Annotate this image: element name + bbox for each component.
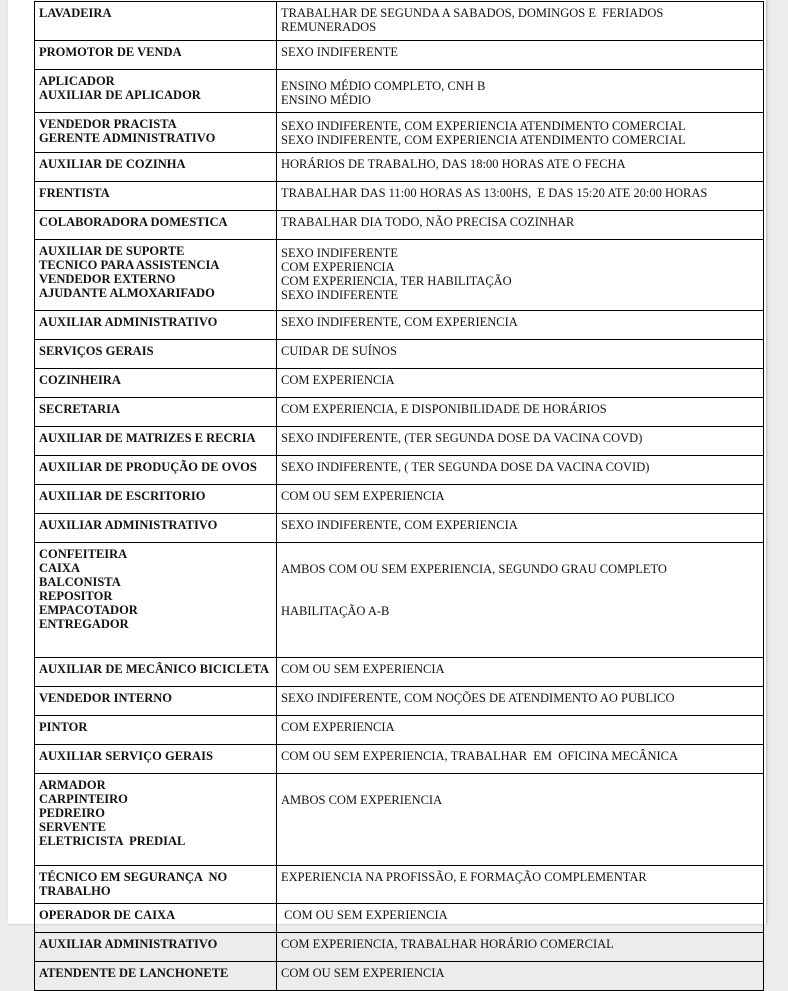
job-title-cell [35, 153, 277, 182]
requirements-cell [277, 2, 764, 41]
job-title-cell [35, 658, 277, 687]
table-row [35, 240, 764, 311]
job-title-cell [35, 211, 277, 240]
job-title: CONFEITEIRA [39, 547, 128, 561]
table-row [35, 211, 764, 240]
job-title: VENDEDOR INTERNO [39, 691, 173, 705]
job-title: ARMADOR [39, 778, 106, 792]
requirement-text: SEXO INDIFERENTE, COM EXPERIENCIA ATENDIMENTO COMERCIAL [281, 119, 686, 133]
job-title: AUXILIAR ADMINISTRATIVO [39, 937, 218, 951]
table-row [35, 153, 764, 182]
job-title-cell [35, 2, 277, 41]
requirement-text [281, 576, 759, 590]
requirement-text: CUIDAR DE SUÍNOS [281, 344, 397, 358]
table-row [35, 70, 764, 113]
table-row [35, 904, 764, 933]
requirements-cell [277, 240, 764, 311]
job-title: COZINHEIRA [39, 373, 121, 387]
document-page [8, 0, 766, 980]
table-row [35, 340, 764, 369]
requirement-text: SEXO INDIFERENTE [281, 45, 399, 59]
requirements-cell [277, 774, 764, 866]
requirements-cell [277, 153, 764, 182]
job-title-cell [35, 904, 277, 933]
job-title-cell [35, 427, 277, 456]
table-row [35, 369, 764, 398]
requirement-text: COM OU SEM EXPERIENCIA [281, 662, 445, 676]
requirement-text: SEXO INDIFERENTE, ( TER SEGUNDA DOSE DA VACINA COVID) [281, 460, 650, 474]
requirement-text: COM EXPERIENCIA [281, 720, 395, 734]
job-title: AUXILIAR SERVIÇO GERAIS [39, 749, 213, 763]
table-row [35, 485, 764, 514]
requirement-text: SEXO INDIFERENTE, COM EXPERIENCIA ATENDIMENTO COMERCIAL [281, 133, 686, 147]
job-title-cell [35, 716, 277, 745]
job-title: FRENTISTA [39, 186, 110, 200]
requirement-text: TRABALHAR DAS 11:00 HORAS AS 13:00HS, E DAS 15:20 ATE 20:00 HORAS [281, 186, 708, 200]
requirement-text: HABILITAÇÃO A-B [281, 604, 390, 618]
requirement-text: SEXO INDIFERENTE, (TER SEGUNDA DOSE DA VACINA COVD) [281, 431, 643, 445]
requirements-cell [277, 962, 764, 991]
table-row [35, 456, 764, 485]
requirement-text: COM OU SEM EXPERIENCIA [281, 966, 445, 980]
table-row [35, 716, 764, 745]
requirement-text: SEXO INDIFERENTE, COM EXPERIENCIA [281, 315, 518, 329]
requirements-cell [277, 113, 764, 153]
table-row [35, 774, 764, 866]
job-vacancies-table [34, 1, 764, 991]
requirement-text: COM EXPERIENCIA, E DISPONIBILIDADE DE HORÁRIOS [281, 402, 607, 416]
table-row [35, 962, 764, 991]
job-title-cell [35, 485, 277, 514]
requirement-text: REMUNERADOS [281, 20, 377, 34]
requirement-text [281, 590, 759, 604]
job-title-cell [35, 774, 277, 866]
requirement-text: COM EXPERIENCIA [281, 260, 395, 274]
requirement-text: ENSINO MÉDIO [281, 93, 371, 107]
requirements-cell [277, 716, 764, 745]
table-row [35, 311, 764, 340]
table-row [35, 687, 764, 716]
job-title: COLABORADORA DOMESTICA [39, 215, 228, 229]
job-title: ENTREGADOR [39, 617, 129, 631]
job-title: TRABALHO [39, 884, 111, 898]
requirements-cell [277, 340, 764, 369]
table-row [35, 658, 764, 687]
job-title: OPERADOR DE CAIXA [39, 908, 176, 922]
requirement-text: SEXO INDIFERENTE [281, 288, 399, 302]
job-title: AUXILIAR DE ESCRITORIO [39, 489, 206, 503]
job-title: AUXILIAR DE MATRIZES E RECRIA [39, 431, 256, 445]
requirements-cell [277, 211, 764, 240]
job-title: AUXILIAR DE COZINHA [39, 157, 186, 171]
requirement-text: AMBOS COM OU SEM EXPERIENCIA, SEGUNDO GRAU COMPLETO [281, 562, 667, 576]
job-title-cell [35, 933, 277, 962]
job-title-cell [35, 311, 277, 340]
job-title-cell [35, 866, 277, 904]
table-row [35, 398, 764, 427]
table-row [35, 866, 764, 904]
requirements-cell [277, 904, 764, 933]
job-title: AUXILIAR DE SUPORTE [39, 244, 185, 258]
job-title-cell [35, 962, 277, 991]
requirements-cell [277, 543, 764, 658]
requirements-cell [277, 427, 764, 456]
job-title-cell [35, 182, 277, 211]
table-row [35, 113, 764, 153]
job-title-cell [35, 70, 277, 113]
job-title: SECRETARIA [39, 402, 121, 416]
requirement-text: SEXO INDIFERENTE [281, 246, 399, 260]
job-title: GERENTE ADMINISTRATIVO [39, 131, 216, 145]
requirements-cell [277, 866, 764, 904]
job-title-cell [35, 41, 277, 70]
job-title: PEDREIRO [39, 806, 105, 820]
requirements-cell [277, 658, 764, 687]
job-title: SERVIÇOS GERAIS [39, 344, 154, 358]
requirement-text: TRABALHAR DIA TODO, NÃO PRECISA COZINHAR [281, 215, 575, 229]
job-title: PINTOR [39, 720, 88, 734]
job-title: AUXILIAR DE APLICADOR [39, 88, 201, 102]
job-title-cell [35, 543, 277, 658]
job-title-cell [35, 514, 277, 543]
job-title-cell [35, 369, 277, 398]
job-title-cell [35, 240, 277, 311]
job-title-cell [35, 398, 277, 427]
requirements-cell [277, 70, 764, 113]
job-title-cell [35, 340, 277, 369]
requirement-text: HORÁRIOS DE TRABALHO, DAS 18:00 HORAS ATE O FECHA [281, 157, 626, 171]
job-title: LAVADEIRA [39, 6, 112, 20]
requirements-cell [277, 398, 764, 427]
job-title-cell [35, 456, 277, 485]
job-title: APLICADOR [39, 74, 115, 88]
table-row [35, 2, 764, 41]
requirements-cell [277, 485, 764, 514]
requirement-text: COM EXPERIENCIA, TER HABILITAÇÃO [281, 274, 512, 288]
job-title-cell [35, 745, 277, 774]
job-title: PROMOTOR DE VENDA [39, 45, 182, 59]
table-row [35, 543, 764, 658]
requirement-text: COM OU SEM EXPERIENCIA [281, 908, 448, 922]
table-row [35, 427, 764, 456]
table-row [35, 514, 764, 543]
job-title: REPOSITOR [39, 589, 113, 603]
job-title: ELETRICISTA PREDIAL [39, 834, 186, 848]
requirements-cell [277, 369, 764, 398]
requirements-cell [277, 514, 764, 543]
table-row [35, 41, 764, 70]
requirements-cell [277, 745, 764, 774]
job-title: VENDEDOR EXTERNO [39, 272, 176, 286]
requirement-text: COM EXPERIENCIA [281, 373, 395, 387]
requirements-cell [277, 311, 764, 340]
requirements-cell [277, 933, 764, 962]
job-title: AUXILIAR DE MECÂNICO BICICLETA [39, 662, 270, 676]
job-title: AUXILIAR DE PRODUÇÃO DE OVOS [39, 460, 257, 474]
job-title: VENDEDOR PRACISTA [39, 117, 177, 131]
job-title-cell [35, 687, 277, 716]
requirement-text: EXPERIENCIA NA PROFISSÃO, E FORMAÇÃO COMPLEMENTAR [281, 870, 647, 884]
job-title: AUXILIAR ADMINISTRATIVO [39, 518, 218, 532]
requirement-text: ENSINO MÉDIO COMPLETO, CNH B [281, 79, 486, 93]
job-title: SERVENTE [39, 820, 106, 834]
job-title: ATENDENTE DE LANCHONETE [39, 966, 229, 980]
requirement-text: TRABALHAR DE SEGUNDA A SABADOS, DOMINGOS E FERIADOS [281, 6, 664, 20]
requirement-text: SEXO INDIFERENTE, COM NOÇÕES DE ATENDIMENTO AO PUBLICO [281, 691, 675, 705]
job-title: TECNICO PARA ASSISTENCIA [39, 258, 220, 272]
job-title: CAIXA [39, 561, 80, 575]
requirement-text: COM OU SEM EXPERIENCIA [281, 489, 445, 503]
requirement-text: COM EXPERIENCIA, TRABALHAR HORÁRIO COMERCIAL [281, 937, 614, 951]
requirements-cell [277, 687, 764, 716]
job-title: CARPINTEIRO [39, 792, 128, 806]
requirements-cell [277, 41, 764, 70]
job-title: EMPACOTADOR [39, 603, 138, 617]
requirements-cell [277, 456, 764, 485]
job-title: AJUDANTE ALMOXARIFADO [39, 286, 215, 300]
job-title: TÉCNICO EM SEGURANÇA NO [39, 870, 228, 884]
job-title: AUXILIAR ADMINISTRATIVO [39, 315, 218, 329]
table-row [35, 182, 764, 211]
requirements-cell [277, 182, 764, 211]
requirement-text: AMBOS COM EXPERIENCIA [281, 793, 443, 807]
requirement-text: COM OU SEM EXPERIENCIA, TRABALHAR EM OFICINA MECÂNICA [281, 749, 679, 763]
table-row [35, 933, 764, 962]
job-title: BALCONISTA [39, 575, 121, 589]
table-row [35, 745, 764, 774]
requirement-text: SEXO INDIFERENTE, COM EXPERIENCIA [281, 518, 518, 532]
job-title-cell [35, 113, 277, 153]
